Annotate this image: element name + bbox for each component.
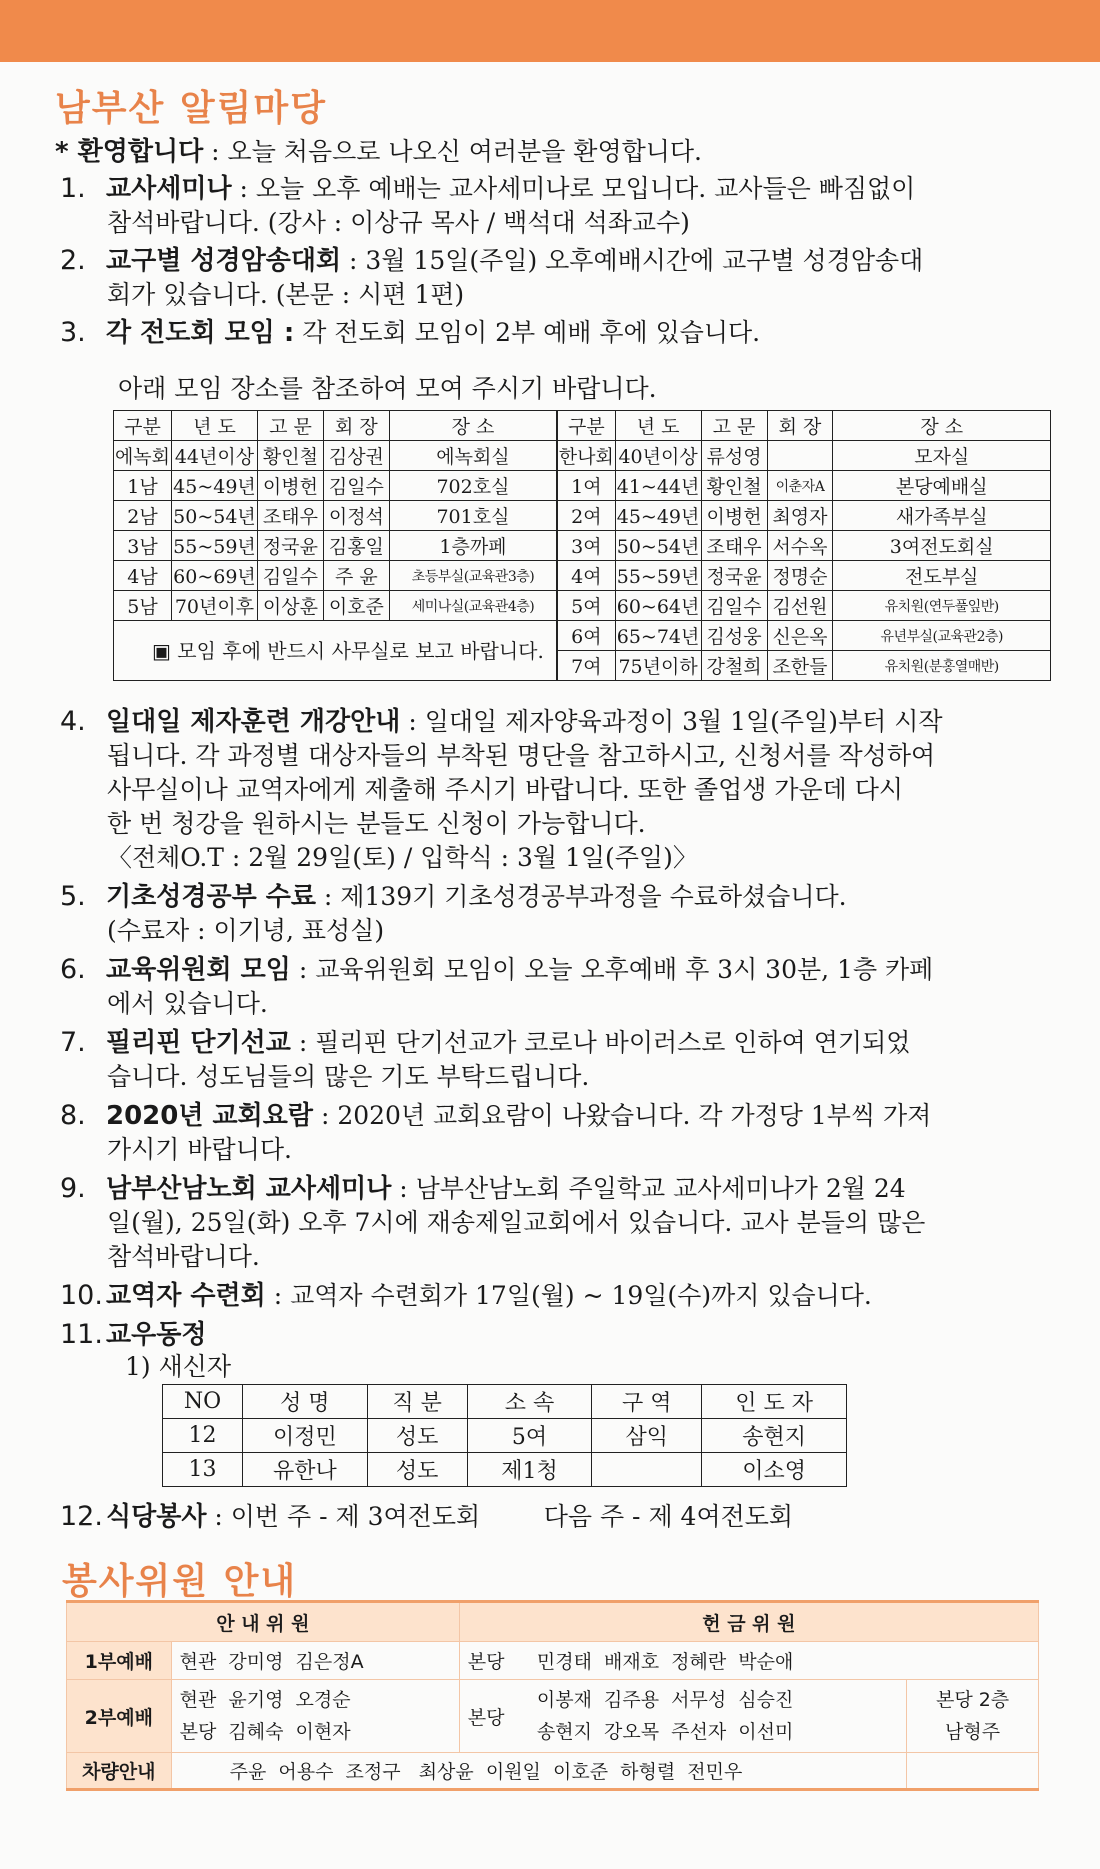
- item-heading: 필리핀 단기선교: [106, 1028, 291, 1058]
- item-number: 2.: [60, 245, 86, 276]
- header-cell: 년 도: [615, 411, 701, 441]
- item-4-cont: 한 번 청강을 원하시는 분들도 신청이 가능합니다.: [107, 809, 646, 838]
- cell: 3여전도회실: [833, 531, 1051, 561]
- cell: 정국윤: [701, 561, 767, 591]
- cell: 에녹회: [114, 441, 172, 471]
- cell: 한나회: [557, 441, 615, 471]
- cell: 제1청: [467, 1453, 592, 1487]
- table-row: [114, 531, 1051, 561]
- item-number: 10.: [60, 1280, 103, 1311]
- item-heading: 일대일 제자훈련 개강안내: [106, 707, 401, 737]
- cell: 13: [163, 1453, 243, 1487]
- cell-line: 현관 윤기영 오경순: [179, 1689, 351, 1711]
- cell: 김성웅: [701, 621, 767, 651]
- cell: 정국윤: [257, 531, 323, 561]
- volunteer-table: [66, 1600, 1039, 1791]
- item-1-cont: 참석바랍니다. (강사 : 이상규 목사 / 백석대 석좌교수): [107, 208, 690, 237]
- table-row: [67, 1753, 1039, 1790]
- item-heading: 기초성경공부 수료: [106, 882, 316, 912]
- item-10: [60, 1279, 872, 1313]
- cell: 이소영: [702, 1453, 847, 1487]
- item-text: 각 전도회 모임이 2부 예배 후에 있습니다.: [294, 318, 761, 347]
- cell: [592, 1453, 702, 1487]
- item-number: 3.: [60, 317, 86, 348]
- cell: 김상권: [323, 441, 389, 471]
- cell: 이병헌: [701, 501, 767, 531]
- table-row: [67, 1642, 1039, 1680]
- table-row: [114, 561, 1051, 591]
- cell: 2여: [557, 501, 615, 531]
- item-number: 6.: [60, 954, 86, 985]
- cell: 701호실: [389, 501, 557, 531]
- cell: 4여: [557, 561, 615, 591]
- header-cell: NO: [163, 1385, 243, 1419]
- cell: 유한나: [242, 1453, 367, 1487]
- header-cell: 성 명: [242, 1385, 367, 1419]
- cell: 45~49년: [615, 501, 701, 531]
- cell: 유년부실(교육관2층): [833, 621, 1051, 651]
- cell: 주윤 어용수 조정구 최상윤 이원일 이호준 하형렬 전민우: [171, 1753, 907, 1790]
- newcomer-table-header: [163, 1385, 847, 1419]
- cell-line: 본당 김혜숙 이현자: [179, 1721, 351, 1743]
- item-3-cont: 아래 모임 장소를 참조하여 모여 주시기 바랍니다.: [118, 374, 657, 403]
- item-text: : 제139기 기초성경공부과정을 수료하셨습니다.: [315, 882, 847, 911]
- item-text: : 일대일 제자양육과정이 3월 1일(주일)부터 시작: [400, 707, 943, 736]
- header-cell: 장 소: [389, 411, 557, 441]
- item-text: : 교역자 수련회가 17일(월) ~ 19일(수)까지 있습니다.: [265, 1281, 872, 1310]
- row-label: 2부예배: [67, 1680, 172, 1753]
- cell: 김일수: [701, 591, 767, 621]
- cell: 이정석: [323, 501, 389, 531]
- table-row: [163, 1453, 847, 1487]
- cell: 최영자: [767, 501, 833, 531]
- item-heading: 각 전도회 모임 :: [106, 318, 295, 348]
- cell: 류성영: [701, 441, 767, 471]
- cell: 45~49년: [171, 471, 257, 501]
- table-row: [114, 441, 1051, 471]
- cell: 1여: [557, 471, 615, 501]
- item-heading: 식당봉사: [106, 1502, 207, 1532]
- item-4-cont: 〈전체O.T : 2월 29일(토) / 입학식 : 3월 1일(주일)〉: [107, 843, 698, 872]
- meeting-table-header: [114, 411, 1051, 441]
- table-row: [114, 591, 1051, 621]
- row-label: 차량안내: [67, 1753, 172, 1790]
- header-cell: 소 속: [467, 1385, 592, 1419]
- item-text: : 2020년 교회요람이 나왔습니다. 각 가정당 1부씩 가져: [313, 1101, 932, 1130]
- cell: 김홍일: [323, 531, 389, 561]
- welcome-label: * 환영합니다: [55, 137, 204, 167]
- cell: 702호실: [389, 471, 557, 501]
- cell: 모자실: [833, 441, 1051, 471]
- item-heading: 교육위원회 모임: [106, 955, 291, 985]
- cell: [907, 1680, 1039, 1753]
- cell-line: 송현지 강오목 주선자 이선미: [536, 1721, 794, 1743]
- table-row: [114, 621, 1051, 651]
- cell: 2남: [114, 501, 172, 531]
- cell: 1남: [114, 471, 172, 501]
- cell: 조태우: [701, 531, 767, 561]
- cell: 유치원(분홍열매반): [833, 651, 1051, 681]
- cell: [907, 1753, 1039, 1790]
- cell: 12: [163, 1419, 243, 1453]
- cell: 55~59년: [615, 561, 701, 591]
- cell: 전도부실: [833, 561, 1051, 591]
- item-number: 1.: [60, 173, 86, 204]
- cell: 이병헌: [257, 471, 323, 501]
- cell: 현관 강미영 김은정A: [171, 1642, 459, 1680]
- item-text: : 필리핀 단기선교가 코로나 바이러스로 인하여 연기되었: [290, 1028, 911, 1057]
- item-1: [60, 172, 915, 206]
- cell-line: 이봉재 김주용 서무성 심승진: [536, 1689, 794, 1711]
- header-cell: 고 문: [701, 411, 767, 441]
- cell: 본당: [459, 1680, 529, 1753]
- item-3: [60, 316, 760, 350]
- cell: 75년이하: [615, 651, 701, 681]
- header-cell: 헌 금 위 원: [459, 1602, 1038, 1642]
- cell: 강철희: [701, 651, 767, 681]
- cell: 44년이상: [171, 441, 257, 471]
- cell: 송현지: [702, 1419, 847, 1453]
- cell: 초등부실(교육관3층): [389, 561, 557, 591]
- header-cell: 직 분: [367, 1385, 467, 1419]
- header-cell: 인 도 자: [702, 1385, 847, 1419]
- newcomer-table: [162, 1384, 847, 1487]
- section-title-volunteers: 봉사위원 안내: [62, 1561, 298, 1602]
- item-2: [60, 244, 923, 278]
- meeting-note: ▣ 모임 후에 반드시 사무실로 보고 바랍니다.: [114, 621, 558, 681]
- cell: [767, 441, 833, 471]
- item-heading: 2020년 교회요람: [106, 1101, 313, 1131]
- cell-line: 본당 2층: [935, 1689, 1010, 1711]
- item-12: [60, 1500, 793, 1534]
- header-cell: 회 장: [323, 411, 389, 441]
- cell: 새가족부실: [833, 501, 1051, 531]
- cell: [171, 1680, 459, 1753]
- item-text: : 이번 주 - 제 3여전도회 다음 주 - 제 4여전도회: [206, 1502, 794, 1531]
- header-cell: 고 문: [257, 411, 323, 441]
- item-8-cont: 가시기 바랍니다.: [107, 1135, 292, 1164]
- cell: 황인철: [701, 471, 767, 501]
- cell: 본당예배실: [833, 471, 1051, 501]
- cell: 이상훈: [257, 591, 323, 621]
- item-number: 11.: [60, 1319, 103, 1350]
- item-9-cont: 일(월), 25일(화) 오후 7시에 재송제일교회에서 있습니다. 교사 분들의 많은: [107, 1208, 926, 1237]
- cell: 주 윤: [323, 561, 389, 591]
- cell: 조태우: [257, 501, 323, 531]
- cell: 이호준: [323, 591, 389, 621]
- item-heading: 교사세미나: [106, 174, 232, 204]
- cell: 성도: [367, 1453, 467, 1487]
- cell: 신은옥: [767, 621, 833, 651]
- cell: 유치원(연두풀잎반): [833, 591, 1051, 621]
- cell: 에녹회실: [389, 441, 557, 471]
- welcome-text: : 오늘 처음으로 나오신 여러분을 환영합니다.: [203, 137, 702, 166]
- cell: [529, 1680, 907, 1753]
- cell: 6여: [557, 621, 615, 651]
- item-text: : 남부산남노회 주일학교 교사세미나가 2월 24: [391, 1174, 906, 1203]
- welcome-line: [55, 135, 702, 169]
- header-cell: 년 도: [171, 411, 257, 441]
- cell: 황인철: [257, 441, 323, 471]
- table-row: [163, 1419, 847, 1453]
- item-6: [60, 953, 933, 987]
- item-7-cont: 습니다. 성도님들의 많은 기도 부탁드립니다.: [107, 1062, 590, 1091]
- table-row: [67, 1680, 1039, 1753]
- table-row: [114, 471, 1051, 501]
- item-5-cont: (수료자 : 이기녕, 표성실): [107, 916, 385, 945]
- cell: 3남: [114, 531, 172, 561]
- item-6-cont: 에서 있습니다.: [107, 989, 268, 1018]
- cell-line: 남형주: [945, 1721, 1001, 1743]
- cell: 서수옥: [767, 531, 833, 561]
- cell: 65~74년: [615, 621, 701, 651]
- cell: 41~44년: [615, 471, 701, 501]
- cell: 민경태 배재호 정혜란 박순애: [529, 1642, 1039, 1680]
- cell: 4남: [114, 561, 172, 591]
- cell: 김일수: [323, 471, 389, 501]
- cell: 1층까페: [389, 531, 557, 561]
- meeting-table: [113, 410, 1051, 681]
- item-number: 5.: [60, 881, 86, 912]
- cell: 이정민: [242, 1419, 367, 1453]
- cell: 50~54년: [615, 531, 701, 561]
- header-cell: 구분: [557, 411, 615, 441]
- section-title-announcements: 남부산 알림마당: [55, 88, 327, 129]
- item-heading: 교구별 성경암송대회: [106, 246, 342, 276]
- item-number: 7.: [60, 1027, 86, 1058]
- cell: 70년이후: [171, 591, 257, 621]
- cell: 55~59년: [171, 531, 257, 561]
- cell: 40년이상: [615, 441, 701, 471]
- volunteer-table-header: [67, 1602, 1039, 1642]
- item-5: [60, 880, 847, 914]
- cell: 김선원: [767, 591, 833, 621]
- item-11: [60, 1318, 206, 1352]
- cell: 5여: [557, 591, 615, 621]
- item-heading: 교우동정: [106, 1320, 207, 1350]
- cell: 7여: [557, 651, 615, 681]
- item-number: 12.: [60, 1501, 103, 1532]
- header-cell: 안 내 위 원: [67, 1602, 460, 1642]
- item-4-cont: 사무실이나 교역자에게 제출해 주시기 바랍니다. 또한 졸업생 가운데 다시: [107, 775, 904, 804]
- cell: 3여: [557, 531, 615, 561]
- item-7: [60, 1026, 910, 1060]
- table-row: [114, 501, 1051, 531]
- top-banner: [0, 0, 1100, 62]
- item-9-cont: 참석바랍니다.: [107, 1242, 260, 1271]
- header-cell: 회 장: [767, 411, 833, 441]
- item-number: 9.: [60, 1173, 86, 1204]
- cell: 이춘자A: [767, 471, 833, 501]
- cell: 조한들: [767, 651, 833, 681]
- item-8: [60, 1099, 931, 1133]
- item-text: : 교육위원회 모임이 오늘 오후예배 후 3시 30분, 1층 카페: [290, 955, 934, 984]
- cell: 정명순: [767, 561, 833, 591]
- item-text: : 오늘 오후 예배는 교사세미나로 모입니다. 교사들은 빠짐없이: [231, 174, 916, 203]
- item-heading: 남부산남노회 교사세미나: [106, 1174, 392, 1204]
- row-label: 1부예배: [67, 1642, 172, 1680]
- item-4-cont: 됩니다. 각 과정별 대상자들의 부착된 명단을 참고하시고, 신청서를 작성하여: [107, 741, 936, 770]
- cell: 세미나실(교육관4층): [389, 591, 557, 621]
- item-9: [60, 1172, 906, 1206]
- header-cell: 구분: [114, 411, 172, 441]
- header-cell: 장 소: [833, 411, 1051, 441]
- cell: 본당: [459, 1642, 529, 1680]
- item-11-sub: 1) 새신자: [125, 1352, 232, 1381]
- item-heading: 교역자 수련회: [106, 1281, 266, 1311]
- header-cell: 구 역: [592, 1385, 702, 1419]
- cell: 삼익: [592, 1419, 702, 1453]
- item-number: 4.: [60, 706, 86, 737]
- cell: 5여: [467, 1419, 592, 1453]
- item-text: : 3월 15일(주일) 오후예배시간에 교구별 성경암송대: [341, 246, 924, 275]
- item-number: 8.: [60, 1100, 86, 1131]
- item-4: [60, 705, 943, 739]
- cell: 60~64년: [615, 591, 701, 621]
- cell: 60~69년: [171, 561, 257, 591]
- cell: 김일수: [257, 561, 323, 591]
- item-2-cont: 회가 있습니다. (본문 : 시편 1편): [107, 280, 465, 309]
- cell: 5남: [114, 591, 172, 621]
- cell: 성도: [367, 1419, 467, 1453]
- cell: 50~54년: [171, 501, 257, 531]
